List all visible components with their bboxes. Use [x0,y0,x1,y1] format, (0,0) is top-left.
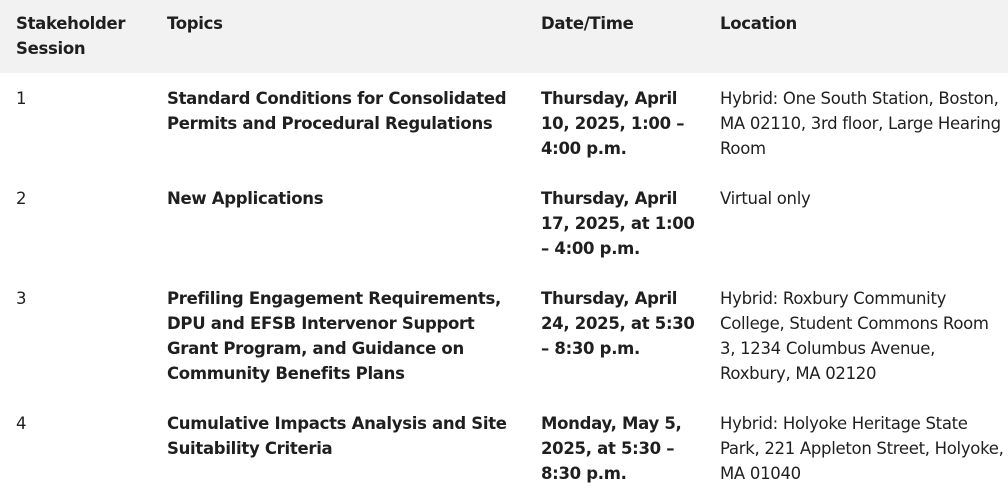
table-row [0,273,1008,398]
session-number: 1 [16,89,27,108]
session-location: Virtual only [720,189,811,208]
session-datetime: Thursday, April 17, 2025, at 1:00 – 4:00 p.m. [541,189,695,258]
header-stakeholder-session: Stakeholder Session [16,14,126,58]
session-datetime: Thursday, April 10, 2025, 1:00 – 4:00 p.m. [541,89,685,158]
table-header [0,0,1008,73]
session-location: Hybrid: Holyoke Heritage State Park, 221 Appleton Street, Holyoke, MA 01040 [720,414,1004,483]
header-date-time: Date/Time [541,14,634,33]
session-topic: Standard Conditions for Consolidated Permits and Procedural Regulations [167,89,507,133]
table-row [0,398,1008,486]
table-body [0,73,1008,486]
session-datetime: Monday, May 5, 2025, at 5:30 – 8:30 p.m. [541,414,682,483]
session-topic: Prefiling Engagement Requirements, DPU and EFSB Intervenor Support Grant Program, and Guidance on Community Benefits Plans [167,289,501,383]
session-location: Hybrid: One South Station, Boston, MA 02110, 3rd floor, Large Hearing Room [720,89,1001,158]
session-location: Hybrid: Roxbury Community College, Student Commons Room 3, 1234 Columbus Avenue, Roxbury, MA 02120 [720,289,989,383]
table-row [0,73,1008,173]
session-datetime: Thursday, April 24, 2025, at 5:30 – 8:30 p.m. [541,289,695,358]
header-row [0,0,1008,73]
session-topic: Cumulative Impacts Analysis and Site Suitability Criteria [167,414,507,458]
table-row [0,173,1008,273]
header-location: Location [720,14,797,33]
session-number: 2 [16,189,27,208]
header-topics: Topics [167,14,223,33]
session-number: 4 [16,414,27,433]
session-number: 3 [16,289,27,308]
session-topic: New Applications [167,189,324,208]
